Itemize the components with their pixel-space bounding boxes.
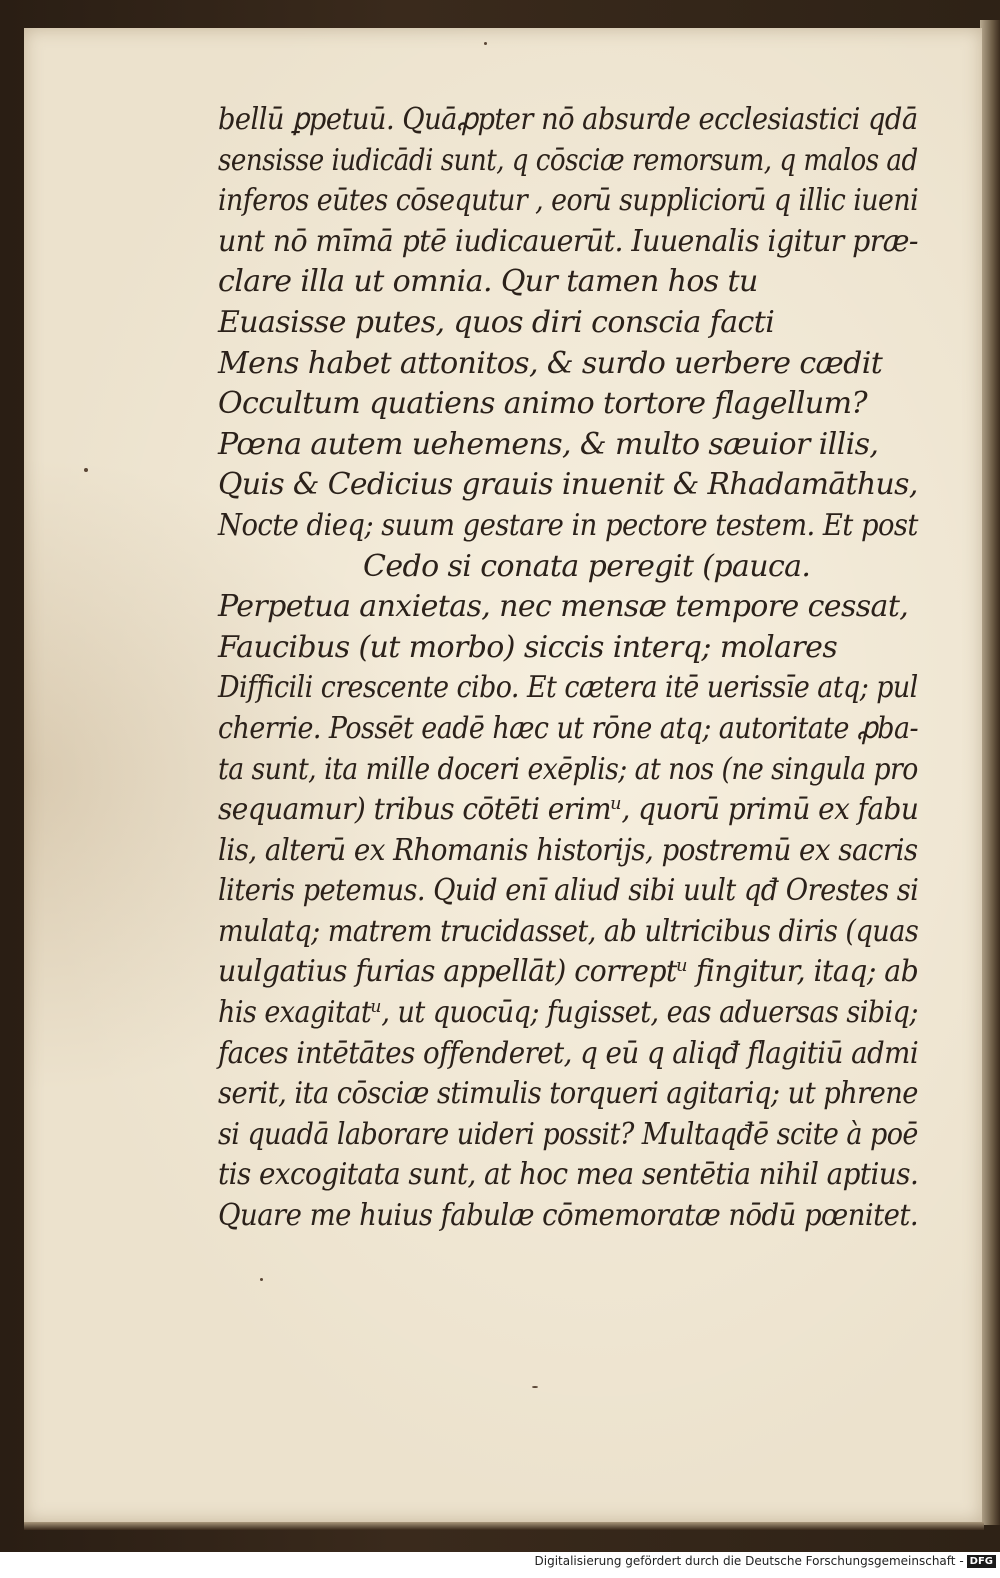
text-line: Mens habet attonitos, & surdo uerbere cædit bbox=[218, 345, 883, 381]
text-line: unt nō mīmā ptē iudicauerūt. Iuuenalis igitur præ- bbox=[218, 223, 918, 259]
text-line: serit, ita cōsciæ stimulis torqueri agitariq; ut phrene bbox=[218, 1076, 918, 1112]
digitization-credit bbox=[535, 1554, 997, 1568]
credit-text: Digitalisierung gefördert durch die Deutsche Forschungsgemeinschaft - bbox=[534, 1554, 964, 1568]
text-line: clare illa ut omnia. Qur tamen hos tu bbox=[218, 264, 758, 300]
text-line: sequamur) tribus cōtēti erimᵘ, quorū primū ex fabu bbox=[218, 792, 919, 828]
text-line: inferos eūtes cōsequtur , eorū suppliciorū q illic iueni bbox=[218, 183, 919, 219]
text-line: ta sunt, ita mille doceri exēplis; at nos (ne singula pro bbox=[218, 751, 918, 787]
page-edge bbox=[980, 20, 1000, 1525]
text-line: lis, alterū ex Rhomanis historijs, postremū ex sacris bbox=[218, 832, 918, 868]
text-line: Pœna autem uehemens, & multo sæuior illis, bbox=[218, 426, 879, 462]
text-line: si quadā laborare uideri possit? Multaqđē scite à poē bbox=[218, 1116, 918, 1152]
text-line: bellū ꝑpetuū. Quāꝓpter nō absurde ecclesiastici qdā bbox=[218, 102, 918, 137]
dfg-logo[interactable]: DFG bbox=[967, 1555, 996, 1568]
text-line: Perpetua anxietas, nec mensæ tempore cessat, bbox=[218, 589, 909, 625]
text-line: literis petemus. Quid enī aliud sibi uult qđ Orestes si bbox=[218, 873, 919, 909]
text-line: tis excogitata sunt, at hoc mea sentētia nihil aptius. bbox=[218, 1157, 919, 1193]
text-line: Faucibus (ut morbo) siccis interq; molares bbox=[218, 629, 838, 665]
page-bottom-edge bbox=[24, 1522, 984, 1530]
text-line: Quis & Cedicius grauis inuenit & Rhadamāthus, bbox=[218, 467, 918, 503]
latin-text-block bbox=[218, 100, 918, 1237]
ink-speck bbox=[484, 42, 487, 45]
text-line: Quare me huius fabulæ cōmemoratæ nōdū pœnitet. bbox=[218, 1198, 919, 1234]
text-line: his exagitatᵘ, ut quocūq; fugisset, eas aduersas sibiq; bbox=[218, 995, 919, 1031]
ink-speck bbox=[532, 1386, 538, 1388]
text-line: uulgatius furias appellāt) correptᵘ fingitur, itaq; ab bbox=[218, 954, 919, 990]
text-line: Euasisse putes, quos diri conscia facti bbox=[218, 304, 775, 340]
text-line: sensisse iudicādi sunt, q cōsciæ remorsum, q malos ad bbox=[218, 142, 918, 178]
ink-speck bbox=[260, 1278, 263, 1281]
text-line: Nocte dieq; suum gestare in pectore testem. Et post bbox=[218, 507, 918, 543]
text-line: Occultum quatiens animo tortore flagellum? bbox=[218, 386, 867, 422]
text-line: Difficili crescente cibo. Et cætera itē uerissīe atq; pul bbox=[218, 670, 918, 706]
ink-speck bbox=[84, 468, 88, 472]
text-line: faces intētātes offenderet, q eū q aliqđ flagitiū admi bbox=[218, 1035, 919, 1071]
text-line: cherrie. Possēt eadē hæc ut rōne atq; autoritate ꝓba- bbox=[218, 710, 919, 746]
text-line: mulatq; matrem trucidasset, ab ultricibus diris (quas bbox=[218, 913, 919, 949]
text-line: Cedo si conata peregit (pauca. bbox=[363, 548, 811, 584]
